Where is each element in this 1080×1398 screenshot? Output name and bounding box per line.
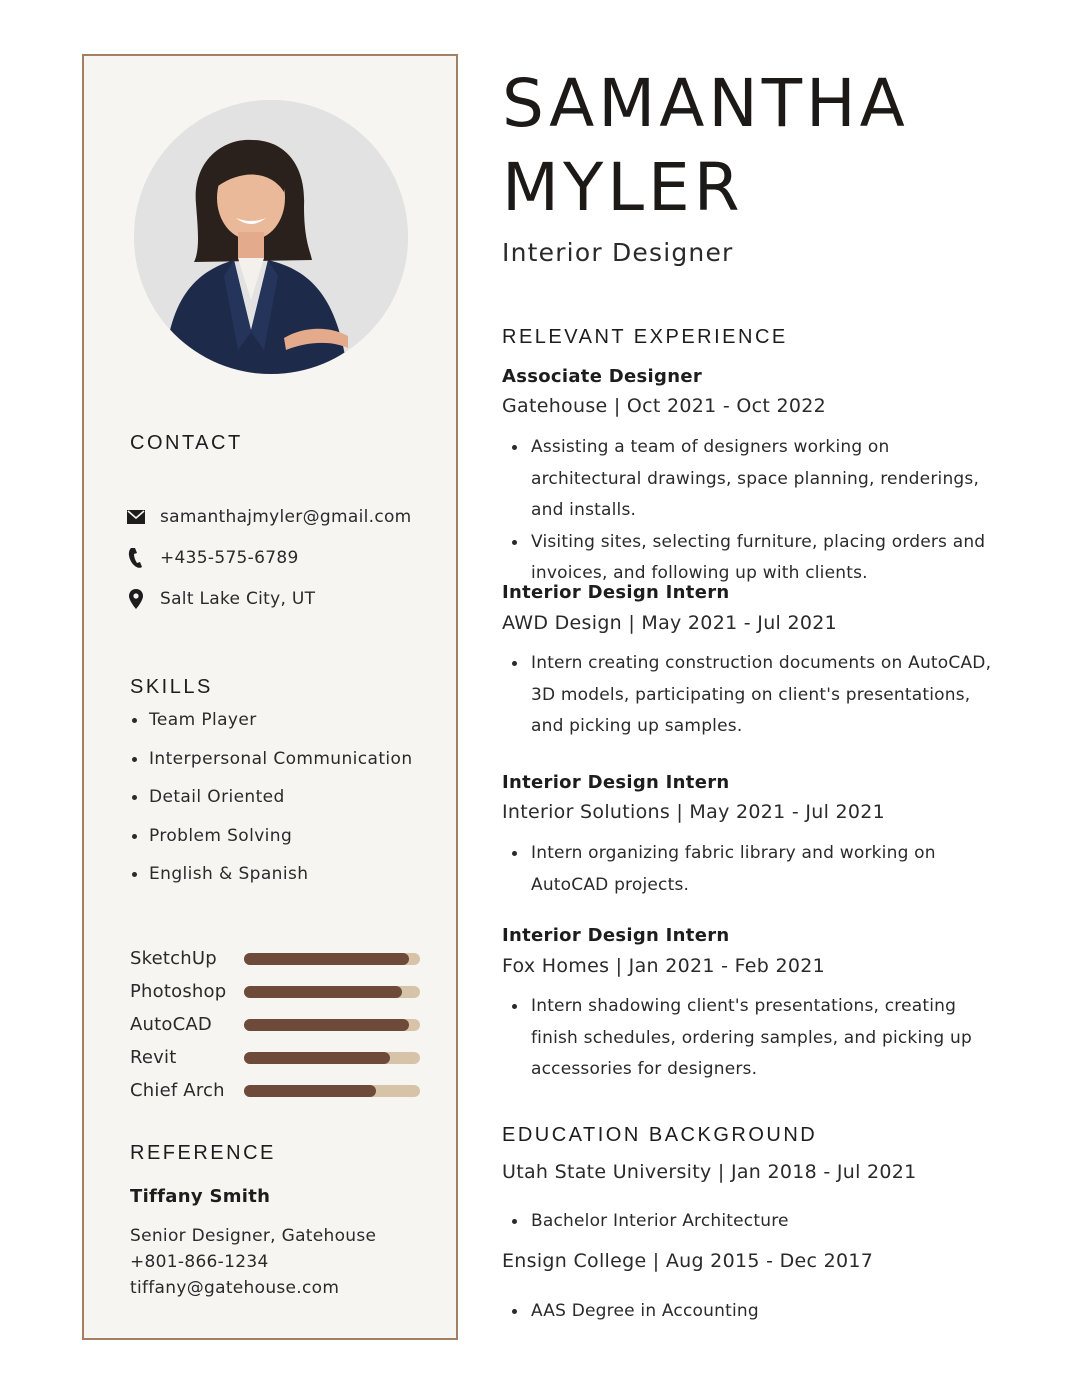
job-title-1: Interior Design Intern bbox=[502, 582, 730, 603]
skill-bar-fill bbox=[244, 1019, 409, 1031]
job-title-0: Associate Designer bbox=[502, 366, 703, 387]
profile-photo bbox=[134, 100, 408, 374]
skill-bar-fill bbox=[244, 1085, 376, 1097]
location-pin-icon bbox=[126, 589, 146, 609]
skills-list bbox=[130, 710, 413, 903]
skill-bar-label: Revit bbox=[130, 1047, 177, 1068]
phone-icon bbox=[126, 548, 146, 568]
list-item: Intern shadowing client's presentations, creating finish schedules, ordering samples, and picking up accessories for designers. bbox=[502, 991, 1002, 1086]
reference-heading: REFERENCE bbox=[130, 1142, 276, 1164]
experience-heading: RELEVANT EXPERIENCE bbox=[502, 326, 788, 348]
list-item: Bachelor Interior Architecture bbox=[502, 1206, 1002, 1238]
bullet bbox=[512, 1219, 517, 1224]
portrait-illustration bbox=[134, 100, 408, 374]
job-title-3: Interior Design Intern bbox=[502, 925, 730, 946]
list-item: Detail Oriented bbox=[130, 787, 413, 826]
job-bullets-1 bbox=[502, 648, 1002, 743]
skill-bar-row bbox=[130, 1041, 420, 1074]
bullet bbox=[132, 795, 137, 800]
job-bullets-2 bbox=[502, 838, 1002, 901]
sidebar bbox=[82, 54, 458, 1340]
skill-bar-row bbox=[130, 942, 420, 975]
school-meta-1: Ensign College | Aug 2015 - Dec 2017 bbox=[502, 1250, 874, 1272]
main-column bbox=[502, 0, 1042, 1398]
bullet bbox=[132, 718, 137, 723]
name-line-1: SAMANTHA bbox=[502, 65, 909, 142]
candidate-name bbox=[502, 62, 909, 230]
list-item: Interpersonal Communication bbox=[130, 749, 413, 788]
list-item: English & Spanish bbox=[130, 864, 413, 903]
skill-bar-label: SketchUp bbox=[130, 948, 217, 969]
bullet bbox=[512, 1004, 517, 1009]
bullet bbox=[132, 872, 137, 877]
list-item: Intern organizing fabric library and working on AutoCAD projects. bbox=[502, 838, 1002, 901]
bullet bbox=[512, 851, 517, 856]
job-meta-1: AWD Design | May 2021 - Jul 2021 bbox=[502, 612, 838, 634]
list-item: AAS Degree in Accounting bbox=[502, 1296, 1002, 1328]
list-item: Team Player bbox=[130, 710, 413, 749]
skill-bar-fill bbox=[244, 953, 409, 965]
bullet bbox=[132, 757, 137, 762]
job-meta-2: Interior Solutions | May 2021 - Jul 2021 bbox=[502, 801, 886, 823]
bullet bbox=[132, 834, 137, 839]
job-title: Interior Designer bbox=[502, 238, 734, 267]
contact-phone[interactable]: +435-575-6789 bbox=[160, 548, 299, 568]
reference-name: Tiffany Smith bbox=[130, 1186, 271, 1207]
skill-bar-row bbox=[130, 1074, 420, 1107]
reference-phone[interactable]: +801-866-1234 bbox=[130, 1252, 269, 1272]
reference-role: Senior Designer, Gatehouse bbox=[130, 1226, 377, 1246]
skill-bar-track bbox=[244, 1019, 420, 1031]
envelope-icon bbox=[126, 507, 146, 527]
contact-heading: CONTACT bbox=[130, 432, 243, 454]
contact-email-row[interactable] bbox=[126, 504, 412, 530]
school-bullets-0 bbox=[502, 1206, 1002, 1238]
reference-email[interactable]: tiffany@gatehouse.com bbox=[130, 1278, 340, 1298]
bullet bbox=[512, 445, 517, 450]
contact-location-row bbox=[126, 586, 315, 612]
skill-bar-row bbox=[130, 1008, 420, 1041]
skills-heading: SKILLS bbox=[130, 676, 213, 698]
list-item: Intern creating construction documents on AutoCAD, 3D models, participating on client's presentations, and picking up samples. bbox=[502, 648, 1002, 743]
contact-location: Salt Lake City, UT bbox=[160, 589, 316, 609]
skill-bar-track bbox=[244, 986, 420, 998]
list-item: Assisting a team of designers working on architectural drawings, space planning, renderings, and installs. bbox=[502, 432, 1002, 527]
skill-bar-label: AutoCAD bbox=[130, 1014, 212, 1035]
skill-bar-fill bbox=[244, 1052, 390, 1064]
skill-bar-track bbox=[244, 1052, 420, 1064]
list-item: Visiting sites, selecting furniture, placing orders and invoices, and following up with clients. bbox=[502, 527, 1002, 590]
bullet bbox=[512, 661, 517, 666]
skill-bar-label: Photoshop bbox=[130, 981, 227, 1002]
contact-phone-row[interactable] bbox=[126, 545, 299, 571]
software-skill-bars bbox=[130, 942, 420, 1107]
job-meta-3: Fox Homes | Jan 2021 - Feb 2021 bbox=[502, 955, 826, 977]
job-bullets-0 bbox=[502, 432, 1002, 590]
job-meta-0: Gatehouse | Oct 2021 - Oct 2022 bbox=[502, 395, 827, 417]
contact-email[interactable]: samanthajmyler@gmail.com bbox=[160, 507, 412, 527]
education-heading: EDUCATION BACKGROUND bbox=[502, 1124, 818, 1146]
skill-bar-fill bbox=[244, 986, 402, 998]
skill-bar-track bbox=[244, 953, 420, 965]
bullet bbox=[512, 540, 517, 545]
job-bullets-3 bbox=[502, 991, 1002, 1086]
skill-bar-track bbox=[244, 1085, 420, 1097]
bullet bbox=[512, 1309, 517, 1314]
list-item: Problem Solving bbox=[130, 826, 413, 865]
job-title-2: Interior Design Intern bbox=[502, 772, 730, 793]
school-bullets-1 bbox=[502, 1296, 1002, 1328]
skill-bar-label: Chief Arch bbox=[130, 1080, 225, 1101]
skill-bar-row bbox=[130, 975, 420, 1008]
school-meta-0: Utah State University | Jan 2018 - Jul 2021 bbox=[502, 1161, 917, 1183]
name-line-2: MYLER bbox=[502, 149, 744, 226]
